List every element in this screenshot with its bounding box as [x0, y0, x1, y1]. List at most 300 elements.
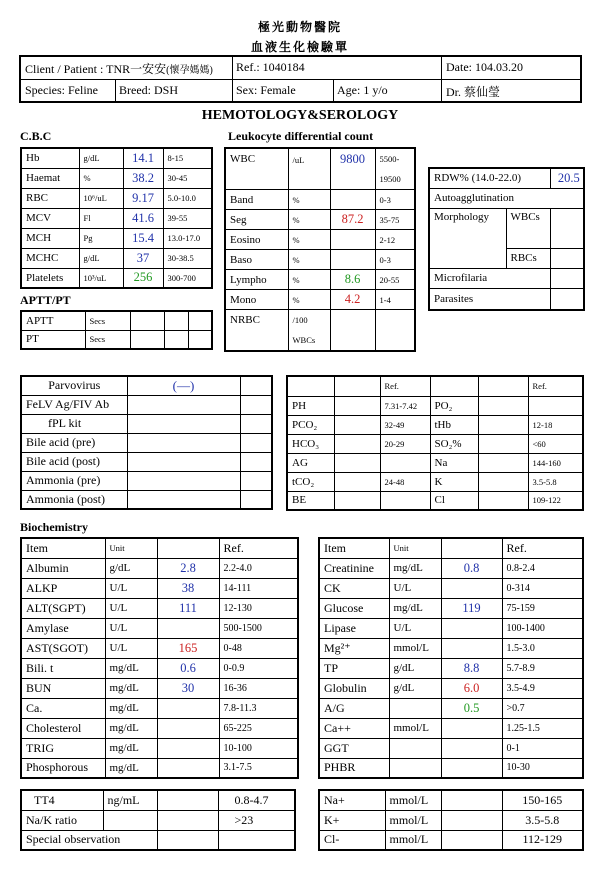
cbc-unit: g/dL	[79, 248, 123, 268]
leuko-unit: %	[288, 190, 330, 210]
serology-row	[21, 471, 272, 490]
serology-value	[127, 395, 240, 414]
leuko-value	[330, 230, 375, 250]
age-text: Age: 1 y/o	[337, 83, 388, 97]
biochem-row	[319, 738, 583, 758]
bloodgas-ref	[528, 396, 583, 415]
biochem-row	[21, 558, 298, 578]
leuko-name: Seg	[225, 210, 288, 230]
wbc-unit: /uL	[288, 148, 330, 190]
biochem-row	[319, 638, 583, 658]
serology-value	[127, 490, 240, 509]
leuko-ref: 0-3	[375, 250, 415, 270]
biochem-unit: mg/dL	[105, 758, 157, 778]
leuko-table	[224, 147, 416, 352]
bloodgas-name: K	[430, 472, 478, 491]
biochem-ref: 2.2-4.0	[219, 558, 298, 578]
leuko-ref: 35-75	[375, 210, 415, 230]
bloodgas-ref-header: Ref.	[380, 376, 430, 396]
leuko-row	[225, 270, 415, 290]
aptt-unit: Secs	[85, 330, 130, 349]
species-text: Species: Feline	[25, 83, 98, 97]
biochem-unit: mg/dL	[105, 738, 157, 758]
biochem-ref: 0-48	[219, 638, 298, 658]
serology-row	[21, 395, 272, 414]
bloodgas-empty	[287, 376, 334, 396]
cbc-value: 15.4	[123, 228, 163, 248]
misc-row	[319, 810, 583, 830]
biochem-value-header	[441, 538, 502, 558]
cbc-row	[21, 168, 212, 188]
cbc-table	[20, 147, 213, 289]
biochem-unit	[389, 758, 441, 778]
biochem-row	[21, 578, 298, 598]
leuko-title: Leukocyte differential count	[228, 129, 374, 143]
biochem-value: 165	[157, 638, 219, 658]
bloodgas-empty	[430, 376, 478, 396]
main-title: HEMOTOLOGY&SEROLOGY	[201, 108, 399, 123]
cbc-value: 41.6	[123, 208, 163, 228]
bloodgas-name: AG	[287, 453, 334, 472]
biochem-name: Lipase	[319, 618, 389, 638]
biochem-ref: 0-1	[502, 738, 583, 758]
biochem-name: AST(SGOT)	[21, 638, 105, 658]
biochem-unit-header: Unit	[105, 538, 157, 558]
leuko-unit: %	[288, 210, 330, 230]
cbc-value: 256	[123, 268, 163, 288]
misc-ref: 3.5-5.8	[502, 810, 583, 830]
misc-row	[21, 790, 295, 810]
misc-ref: 150-165	[502, 790, 583, 810]
cbc-name: MCV	[21, 208, 79, 228]
serology-value	[127, 471, 240, 490]
cbc-name: MCH	[21, 228, 79, 248]
leuko-value: 87.2	[330, 210, 375, 230]
bloodgas-empty	[478, 376, 528, 396]
bloodgas-row	[287, 453, 583, 472]
biochem-header	[319, 538, 583, 558]
morphology: Morphology	[429, 208, 506, 268]
aptt-empty	[164, 330, 188, 349]
leuko-unit: %	[288, 290, 330, 310]
bloodgas-name: PCO₂	[287, 415, 334, 434]
bloodgas-name: BE	[287, 491, 334, 510]
leuko-name: Baso	[225, 250, 288, 270]
nrbc-row	[225, 310, 415, 352]
misc-ref	[218, 830, 295, 850]
bloodgas-ref: <60	[528, 434, 583, 453]
client-patient-text: Client / Patient : TNR一安安(懷孕媽媽)	[25, 62, 213, 76]
biochem-row	[319, 698, 583, 718]
aptt-empty	[188, 311, 212, 330]
biochem-left-table	[20, 537, 299, 779]
bloodgas-row	[287, 434, 583, 453]
biochem-name: Albumin	[21, 558, 105, 578]
biochem-unit: mg/dL	[105, 678, 157, 698]
cbc-name: MCHC	[21, 248, 79, 268]
serology-name: Bile acid (post)	[21, 452, 127, 471]
cbc-name: Haemat	[21, 168, 79, 188]
biochem-value: 111	[157, 598, 219, 618]
biochem-name: PHBR	[319, 758, 389, 778]
biochem-row	[21, 638, 298, 658]
bloodgas-value	[334, 491, 380, 510]
wbc-ref	[375, 148, 415, 190]
leuko-name: Mono	[225, 290, 288, 310]
biochem-value	[441, 638, 502, 658]
leuko-ref: 20-55	[375, 270, 415, 290]
biochem-row	[319, 578, 583, 598]
form-title: 血液生化檢驗單	[250, 40, 349, 54]
biochem-row	[319, 718, 583, 738]
serology-row	[21, 490, 272, 509]
bloodgas-name: HCO₃	[287, 434, 334, 453]
bloodgas-value	[478, 491, 528, 510]
biochem-ref: 1.25-1.5	[502, 718, 583, 738]
biochem-ref: 0-314	[502, 578, 583, 598]
serology-extra	[240, 414, 272, 433]
biochem-value	[441, 718, 502, 738]
bloodgas-value	[334, 453, 380, 472]
breed-text: Breed: DSH	[119, 83, 178, 97]
biochem-unit	[389, 698, 441, 718]
bloodgas-table	[286, 375, 584, 511]
serology-extra	[240, 490, 272, 509]
biochem-ref: 3.1-7.5	[219, 758, 298, 778]
bloodgas-ref-header: Ref.	[528, 376, 583, 396]
misc-value	[441, 790, 502, 810]
sex-text: Sex: Female	[236, 83, 296, 97]
aptt-empty	[188, 330, 212, 349]
leuko-row	[225, 230, 415, 250]
aptt-name: PT	[21, 330, 85, 349]
cbc-row	[21, 208, 212, 228]
biochem-unit: mg/dL	[389, 598, 441, 618]
biochem-ref-header: Ref.	[502, 538, 583, 558]
biochem-row	[21, 678, 298, 698]
wbc-name: WBC	[225, 148, 288, 190]
biochem-name: Globulin	[319, 678, 389, 698]
aptt-name: APTT	[21, 311, 85, 330]
patient-info-box	[19, 55, 582, 103]
bloodgas-ref: 24-48	[380, 472, 430, 491]
aptt-value	[130, 311, 164, 330]
bloodgas-name: Na	[430, 453, 478, 472]
cbc-name: Platelets	[21, 268, 79, 288]
biochem-row	[319, 678, 583, 698]
rdw-value: 20.5	[550, 168, 584, 188]
doctor-text: Dr. 蔡仙瑩	[446, 85, 501, 99]
biochem-unit-header: Unit	[389, 538, 441, 558]
biochem-unit: mg/dL	[389, 558, 441, 578]
parasites: Parasites	[429, 288, 550, 310]
misc-unit: mmol/L	[385, 810, 441, 830]
biochem-ref: 10-100	[219, 738, 298, 758]
biochem-row	[319, 558, 583, 578]
biochem-ref: 500-1500	[219, 618, 298, 638]
nrbc-unit-1: /100	[292, 315, 308, 325]
morph-rbcs: RBCs	[506, 248, 550, 268]
biochem-row	[319, 658, 583, 678]
bloodgas-value	[334, 415, 380, 434]
biochem-name: GGT	[319, 738, 389, 758]
misc-value	[157, 810, 218, 830]
bloodgas-name: tHb	[430, 415, 478, 434]
cbc-ref: 8-15	[163, 148, 212, 168]
serology-extra	[240, 452, 272, 471]
cbc-unit: %	[79, 168, 123, 188]
bloodgas-value	[334, 434, 380, 453]
misc-ref: >23	[218, 810, 295, 830]
cbc-name: Hb	[21, 148, 79, 168]
cbc-title: C.B.C	[20, 129, 52, 143]
leuko-row	[225, 190, 415, 210]
bloodgas-name: SO₂%	[430, 434, 478, 453]
leuko-ref: 2-12	[375, 230, 415, 250]
bloodgas-ref: 144-160	[528, 453, 583, 472]
misc-name: Na/K ratio	[21, 810, 103, 830]
hospital-name: 極光動物醫院	[257, 20, 342, 34]
bloodgas-ref: 12-18	[528, 415, 583, 434]
serology-extra	[240, 376, 272, 395]
biochem-value	[157, 718, 219, 738]
biochem-value	[157, 698, 219, 718]
biochem-name: ALT(SGPT)	[21, 598, 105, 618]
cbc-value: 14.1	[123, 148, 163, 168]
biochem-name: Creatinine	[319, 558, 389, 578]
biochem-name: Mg²⁺	[319, 638, 389, 658]
leuko-row	[225, 290, 415, 310]
cbc-value: 9.17	[123, 188, 163, 208]
biochem-value	[157, 618, 219, 638]
bloodgas-value	[334, 396, 380, 415]
aptt-unit: Secs	[85, 311, 130, 330]
biochem-row	[21, 618, 298, 638]
misc-name: Cl-	[319, 830, 385, 850]
bloodgas-name: PO₂	[430, 396, 478, 415]
morph-wbcs: WBCs	[506, 208, 550, 248]
biochem-unit: U/L	[389, 578, 441, 598]
biochem-ref: 0.8-2.4	[502, 558, 583, 578]
bloodgas-name: Cl	[430, 491, 478, 510]
nrbc-ref	[375, 310, 415, 352]
biochem-value: 0.8	[441, 558, 502, 578]
biochem-value: 6.0	[441, 678, 502, 698]
serology-name: Ammonia (pre)	[21, 471, 127, 490]
biochem-name: Ca.	[21, 698, 105, 718]
biochem-value: 8.8	[441, 658, 502, 678]
biochem-unit: U/L	[105, 598, 157, 618]
aptt-row	[21, 311, 212, 330]
misc-left-table	[20, 789, 296, 851]
biochem-ref: 75-159	[502, 598, 583, 618]
biochem-header	[21, 538, 298, 558]
bloodgas-ref	[380, 453, 430, 472]
serology-name: FeLV Ag/FIV Ab	[21, 395, 127, 414]
bloodgas-empty	[334, 376, 380, 396]
biochem-value	[441, 758, 502, 778]
serology-extra	[240, 395, 272, 414]
biochem-ref: 3.5-4.9	[502, 678, 583, 698]
biochem-ref: 0-0.9	[219, 658, 298, 678]
cbc-row	[21, 228, 212, 248]
misc-row	[21, 830, 295, 850]
misc-ref: 112-129	[502, 830, 583, 850]
biochem-name: Phosphorous	[21, 758, 105, 778]
wbc-ref-high: 19500	[379, 174, 401, 184]
aptt-row	[21, 330, 212, 349]
biochem-title: Biochemistry	[20, 520, 88, 534]
biochem-unit: g/dL	[105, 558, 157, 578]
cbc-row	[21, 188, 212, 208]
biochem-value	[441, 738, 502, 758]
leuko-unit: %	[288, 250, 330, 270]
wbc-value: 9800	[330, 148, 375, 190]
bloodgas-name: PH	[287, 396, 334, 415]
misc-row	[319, 790, 583, 810]
biochem-name: CK	[319, 578, 389, 598]
bloodgas-value	[478, 434, 528, 453]
cbc-row	[21, 268, 212, 288]
biochem-name: Cholesterol	[21, 718, 105, 738]
cbc-row	[21, 248, 212, 268]
misc-name: Na+	[319, 790, 385, 810]
nrbc-name: NRBC	[225, 310, 288, 352]
biochem-item-header: Item	[21, 538, 105, 558]
biochem-ref: 12-130	[219, 598, 298, 618]
serology-name: Ammonia (post)	[21, 490, 127, 509]
bloodgas-value	[334, 472, 380, 491]
bloodgas-header	[287, 376, 583, 396]
misc-name: K+	[319, 810, 385, 830]
biochem-row	[319, 618, 583, 638]
misc-value	[157, 830, 218, 850]
cbc-ref: 300-700	[163, 268, 212, 288]
cbc-ref: 30-45	[163, 168, 212, 188]
serology-row	[21, 376, 272, 395]
leuko-value	[330, 190, 375, 210]
serology-row	[21, 452, 272, 471]
bloodgas-ref: 32-49	[380, 415, 430, 434]
aptt-empty	[164, 311, 188, 330]
bloodgas-ref: 7.31-7.42	[380, 396, 430, 415]
biochem-unit: mg/dL	[105, 698, 157, 718]
aptt-title: APTT/PT	[20, 293, 71, 307]
misc-row	[319, 830, 583, 850]
biochem-ref: 5.7-8.9	[502, 658, 583, 678]
biochem-ref: 100-1400	[502, 618, 583, 638]
biochem-name: BUN	[21, 678, 105, 698]
leuko-name: Band	[225, 190, 288, 210]
nrbc-unit	[288, 310, 330, 352]
rdw-table	[428, 167, 585, 311]
biochem-row	[21, 658, 298, 678]
biochem-row	[21, 698, 298, 718]
biochem-unit: g/dL	[389, 678, 441, 698]
biochem-ref: 10-30	[502, 758, 583, 778]
leuko-unit: %	[288, 270, 330, 290]
misc-unit: ng/mL	[103, 790, 157, 810]
biochem-value: 0.6	[157, 658, 219, 678]
biochem-right-table	[318, 537, 584, 779]
nrbc-value	[330, 310, 375, 352]
microfilaria: Microfilaria	[429, 268, 550, 288]
misc-row	[21, 810, 295, 830]
biochem-unit: U/L	[389, 618, 441, 638]
leuko-value: 8.6	[330, 270, 375, 290]
biochem-value	[157, 738, 219, 758]
leuko-value	[330, 250, 375, 270]
bloodgas-ref: 109-122	[528, 491, 583, 510]
cbc-ref: 39-55	[163, 208, 212, 228]
bloodgas-value	[478, 415, 528, 434]
biochem-name: TP	[319, 658, 389, 678]
biochem-value: 30	[157, 678, 219, 698]
misc-value	[441, 830, 502, 850]
wbc-row	[225, 148, 415, 190]
autoagglutination: Autoagglutination	[429, 188, 584, 208]
leuko-ref: 0-3	[375, 190, 415, 210]
biochem-value: 2.8	[157, 558, 219, 578]
cbc-value: 37	[123, 248, 163, 268]
bloodgas-row	[287, 415, 583, 434]
ref-text: Ref.: 1040184	[236, 60, 305, 74]
biochem-unit: U/L	[105, 638, 157, 658]
misc-unit: mmol/L	[385, 830, 441, 850]
cbc-value: 38.2	[123, 168, 163, 188]
serology-row	[21, 414, 272, 433]
cbc-name: RBC	[21, 188, 79, 208]
biochem-ref: 7.8-11.3	[219, 698, 298, 718]
bloodgas-ref: 20-29	[380, 434, 430, 453]
misc-name: TT4	[21, 790, 103, 810]
biochem-ref: 1.5-3.0	[502, 638, 583, 658]
misc-ref: 0.8-4.7	[218, 790, 295, 810]
misc-name: Special observation	[21, 830, 157, 850]
biochem-name: TRIG	[21, 738, 105, 758]
biochem-name: ALKP	[21, 578, 105, 598]
bloodgas-row	[287, 472, 583, 491]
cbc-unit: 10³/uL	[79, 268, 123, 288]
serology-name: Parvovirus	[21, 376, 127, 395]
aptt-value	[130, 330, 164, 349]
biochem-ref: >0.7	[502, 698, 583, 718]
biochem-row	[319, 598, 583, 618]
leuko-row	[225, 210, 415, 230]
misc-unit: mmol/L	[385, 790, 441, 810]
leuko-row	[225, 250, 415, 270]
serology-table	[20, 375, 273, 510]
biochem-value	[157, 758, 219, 778]
biochem-value: 38	[157, 578, 219, 598]
biochem-unit: g/dL	[389, 658, 441, 678]
biochem-value-header	[157, 538, 219, 558]
misc-value	[441, 810, 502, 830]
biochem-value	[441, 578, 502, 598]
serology-value: (—)	[127, 376, 240, 395]
bloodgas-name: tCO₂	[287, 472, 334, 491]
biochem-value: 119	[441, 598, 502, 618]
biochem-unit: mmol/L	[389, 718, 441, 738]
date-text: Date: 104.03.20	[446, 60, 523, 74]
bloodgas-row	[287, 396, 583, 415]
cbc-row	[21, 148, 212, 168]
biochem-unit: U/L	[105, 618, 157, 638]
biochem-name: Bili. t	[21, 658, 105, 678]
biochem-ref-header: Ref.	[219, 538, 298, 558]
biochem-row	[319, 758, 583, 778]
biochem-unit: mmol/L	[389, 638, 441, 658]
